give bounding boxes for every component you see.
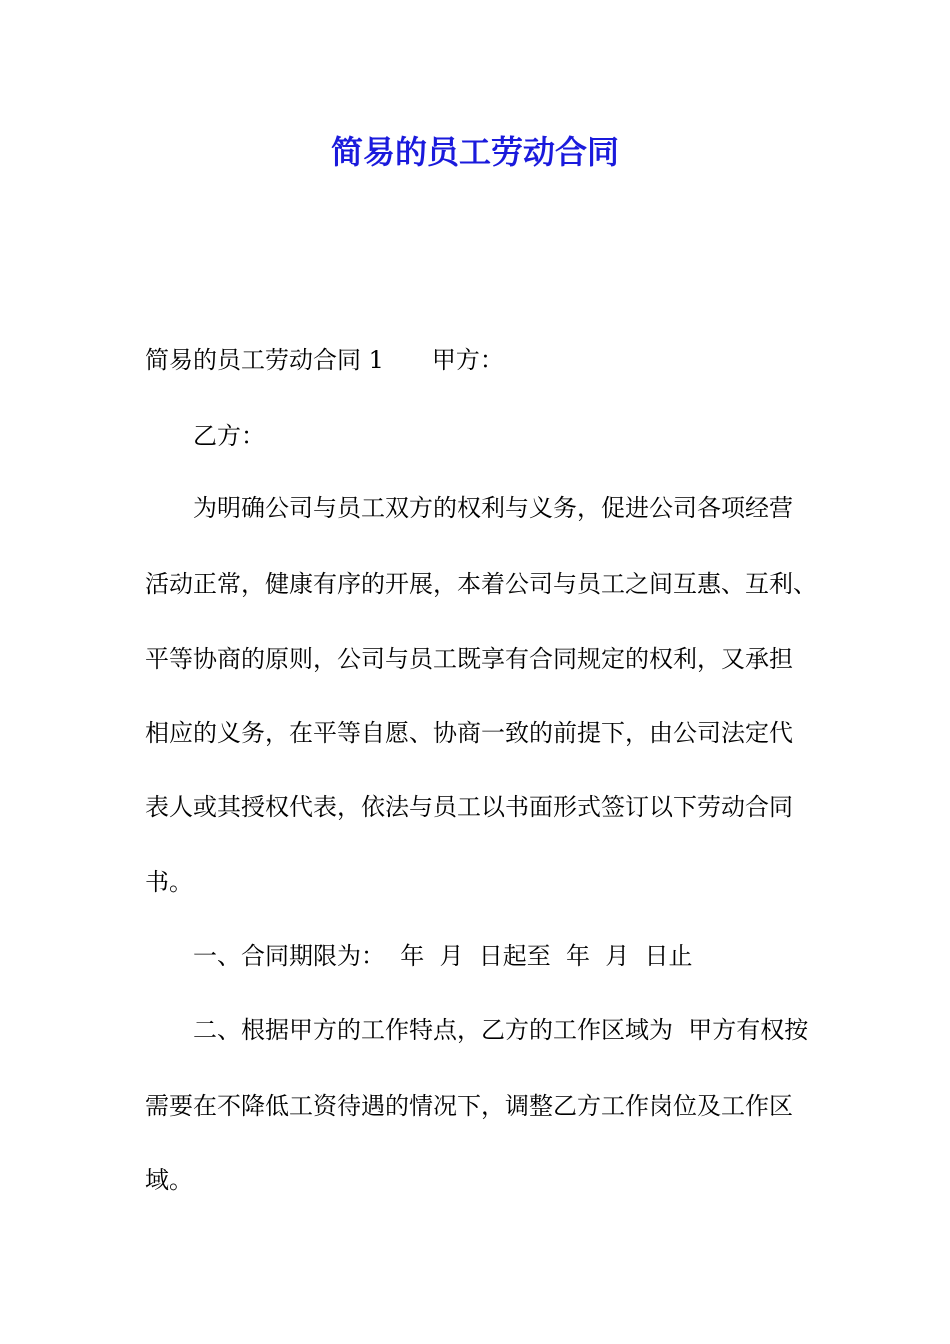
document-title: 简易的员工劳动合同 — [330, 133, 619, 171]
clause-2-line: 域。 — [145, 1166, 193, 1194]
intro-paragraph-line: 活动正常，健康有序的开展，本着公司与员工之间互惠、互利、 — [145, 570, 817, 598]
clause-2-line: 二、根据甲方的工作特点，乙方的工作区域为 甲方有权按 — [193, 1016, 809, 1044]
intro-paragraph-line: 平等协商的原则，公司与员工既享有合同规定的权利，又承担 — [145, 645, 793, 673]
clause-1: 一、合同期限为： 年 月 日起至 年 月 日止 — [193, 942, 693, 970]
intro-paragraph-line: 书。 — [145, 868, 193, 896]
intro-paragraph-line: 表人或其授权代表，依法与员工以书面形式签订以下劳动合同 — [145, 793, 793, 821]
intro-paragraph-line: 为明确公司与员工双方的权利与义务，促进公司各项经营 — [193, 494, 793, 522]
party-b-label: 乙方： — [193, 422, 265, 450]
contract-heading: 简易的员工劳动合同 1 — [145, 346, 384, 374]
intro-paragraph-line: 相应的义务，在平等自愿、协商一致的前提下，由公司法定代 — [145, 719, 793, 747]
contract-heading-line — [145, 342, 504, 378]
clause-2-line: 需要在不降低工资待遇的情况下，调整乙方工作岗位及工作区 — [145, 1092, 793, 1120]
party-a-label: 甲方： — [431, 346, 504, 374]
